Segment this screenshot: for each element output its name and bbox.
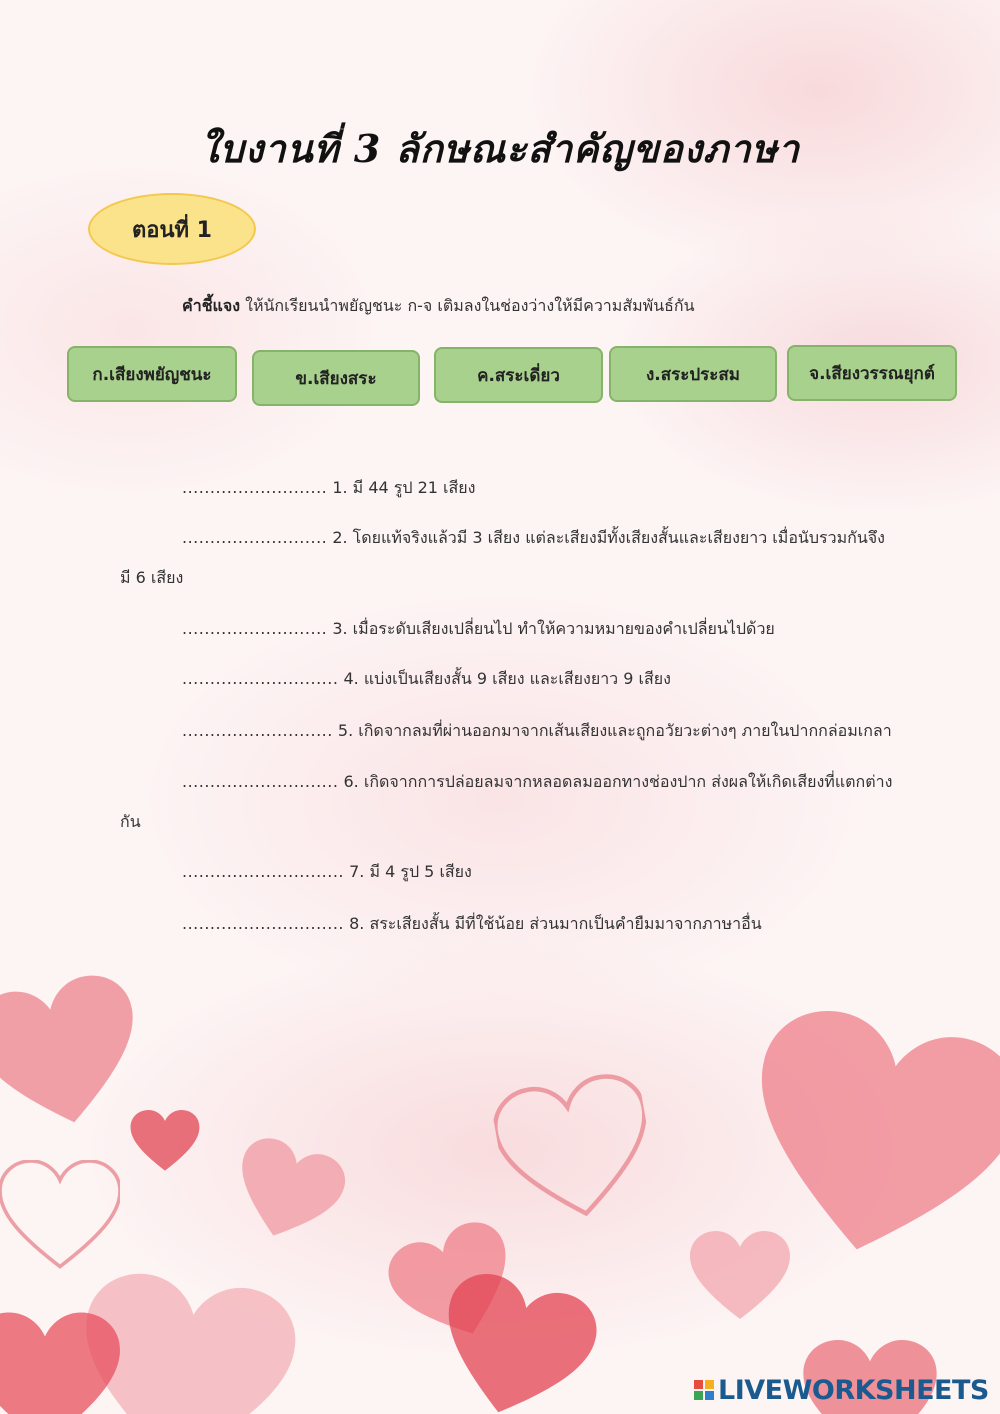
heart-shape: [131, 1110, 200, 1171]
question-4: [182, 667, 671, 692]
answer-blank[interactable]: .............................: [182, 862, 344, 881]
option-kho-khwai[interactable]: ค.สระเดี่ยว: [434, 347, 603, 403]
answer-blank[interactable]: ..........................: [182, 528, 328, 547]
worksheet-title: ใบงานที่ 3 ลักษณะสำคัญของภาษา: [200, 126, 800, 171]
heart-shape: [0, 968, 153, 1139]
question-8: [182, 912, 762, 937]
heart-shape: [0, 1313, 120, 1414]
liveworksheets-logo: [694, 1374, 989, 1406]
answer-blank[interactable]: ............................: [182, 669, 339, 688]
logo-squares-icon: [694, 1380, 714, 1400]
question-6: [182, 770, 892, 795]
question-1: [182, 476, 475, 501]
hearts-decoration: [0, 960, 1000, 1414]
heart-shape: [223, 1131, 351, 1251]
heart-shape: [690, 1231, 790, 1319]
question-7: [182, 860, 472, 885]
instruction-text: ให้นักเรียนนำพยัญชนะ ก-จ เติมลงในช่องว่างให้มีความสัมพันธ์กัน: [240, 296, 695, 315]
question-5: [182, 719, 892, 744]
question-6-continuation: กัน: [120, 812, 141, 831]
question-text: 2. โดยแท้จริงแล้วมี 3 เสียง แต่ละเสียงมีทั้งเสียงสั้นและเสียงยาว เมื่อนับรวมกันจึง: [332, 528, 885, 547]
question-2-continuation: มี 6 เสียง: [120, 568, 184, 587]
question-text: 6. เกิดจากการปล่อยลมจากหลอดลมออกทางช่องปาก ส่งผลให้เกิดเสียงที่แตกต่าง: [343, 772, 893, 791]
instruction-label: คำชี้แจง: [182, 296, 241, 315]
question-2: [182, 526, 885, 551]
answer-blank[interactable]: ..........................: [182, 619, 328, 638]
answer-blank[interactable]: ...........................: [182, 721, 333, 740]
question-3: [182, 617, 775, 642]
heart-shape: [489, 1071, 660, 1227]
question-text: 7. มี 4 รูป 5 เสียง: [349, 862, 472, 881]
part-label: ตอนที่ 1: [88, 193, 256, 265]
answer-blank[interactable]: ..........................: [182, 478, 328, 497]
option-cho[interactable]: จ.เสียงวรรณยุกต์: [787, 345, 957, 401]
instruction: [182, 294, 695, 319]
question-text: 8. สระเสียงสั้น มีที่ใช้น้อย ส่วนมากเป็นคำยืมมาจากภาษาอื่น: [349, 914, 762, 933]
answer-blank[interactable]: ............................: [182, 772, 339, 791]
answer-blank[interactable]: .............................: [182, 914, 344, 933]
option-ka[interactable]: ก.เสียงพยัญชนะ: [67, 346, 237, 402]
logo-text: LIVEWORKSHEETS: [718, 1374, 989, 1406]
option-ngo[interactable]: ง.สระประสม: [609, 346, 777, 402]
question-text: 4. แบ่งเป็นเสียงสั้น 9 เสียง และเสียงยาว 9 เสียง: [343, 669, 671, 688]
option-kho[interactable]: ข.เสียงสระ: [252, 350, 420, 406]
question-text: 1. มี 44 รูป 21 เสียง: [332, 478, 476, 497]
heart-shape: [0, 1161, 120, 1267]
question-text: 3. เมื่อระดับเสียงเปลี่ยนไป ทำให้ความหมายของคำเปลี่ยนไปด้วย: [332, 619, 775, 638]
question-text: 5. เกิดจากลมที่ผ่านออกมาจากเส้นเสียงและถูกอวัยวะต่างๆ ภายในปากกล่อมเกลา: [337, 721, 892, 740]
